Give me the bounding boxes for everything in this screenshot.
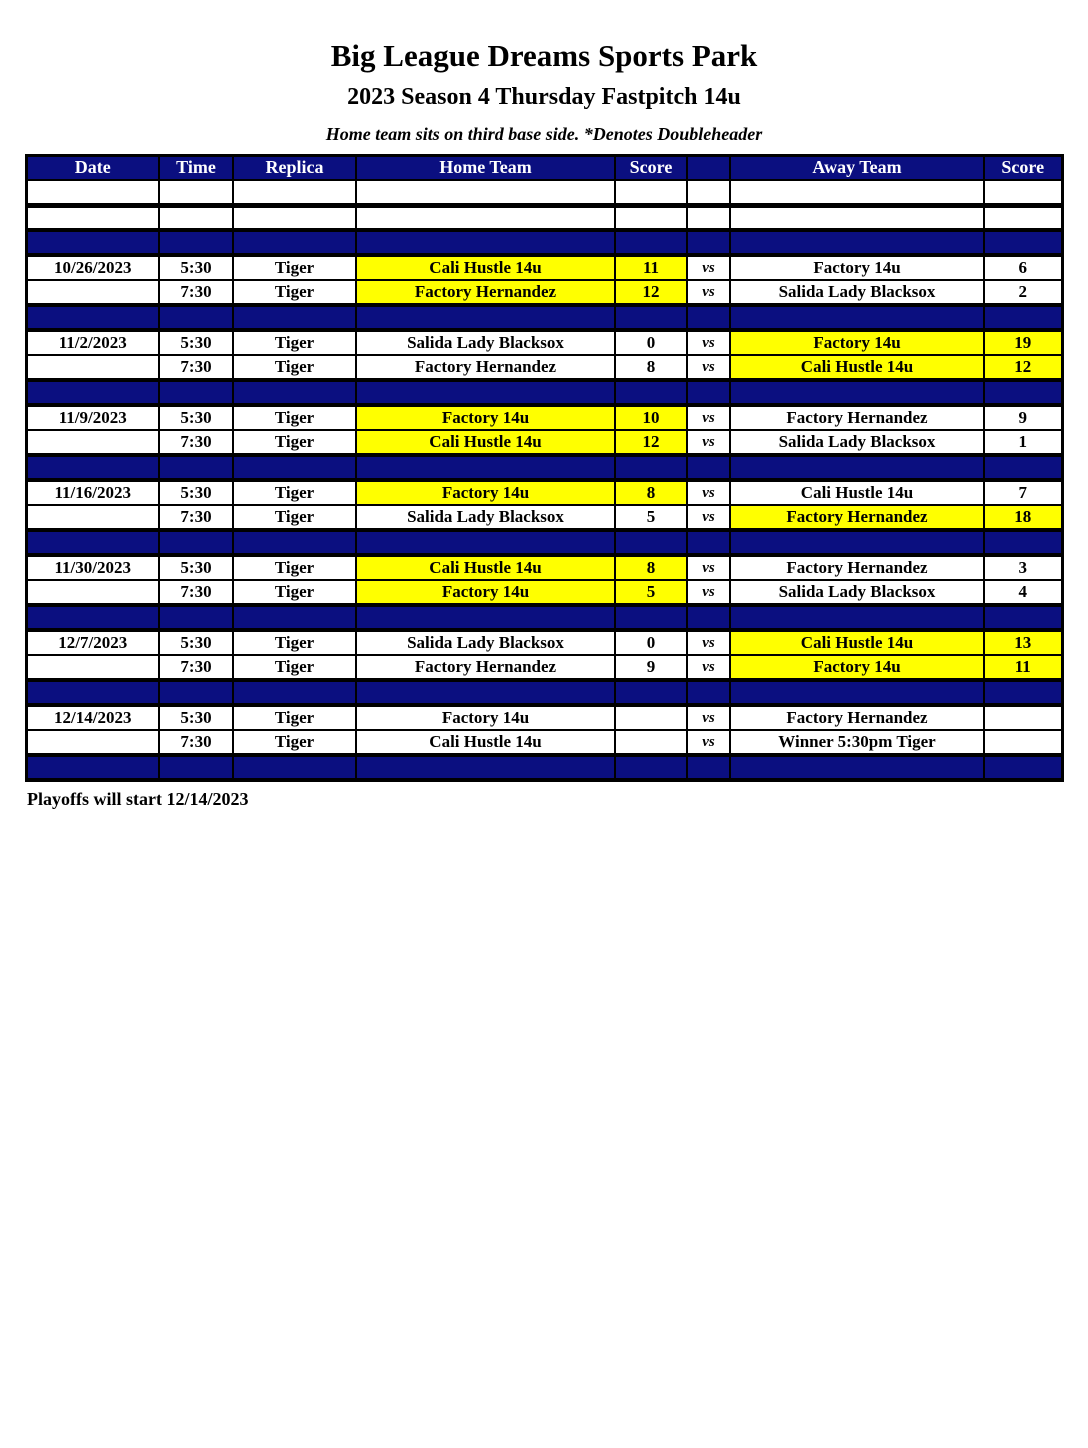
separator-cell bbox=[615, 230, 687, 255]
empty-cell bbox=[356, 205, 615, 230]
separator-cell bbox=[984, 605, 1062, 630]
home-score-cell bbox=[615, 730, 687, 755]
schedule-table bbox=[25, 154, 1064, 783]
separator-cell bbox=[687, 305, 730, 330]
separator-cell bbox=[233, 530, 356, 555]
home-team-cell: Factory 14u bbox=[356, 580, 615, 605]
empty-cell bbox=[159, 205, 233, 230]
separator-cell bbox=[26, 380, 159, 405]
separator-cell bbox=[730, 680, 984, 705]
replica-cell: Tiger bbox=[233, 505, 356, 530]
away-team-cell: Cali Hustle 14u bbox=[730, 355, 984, 380]
separator-cell bbox=[615, 455, 687, 480]
empty-row bbox=[26, 205, 1062, 230]
time-cell: 7:30 bbox=[159, 430, 233, 455]
separator-cell bbox=[687, 755, 730, 780]
separator-cell bbox=[26, 230, 159, 255]
away-team-cell: Winner 5:30pm Tiger bbox=[730, 730, 984, 755]
separator-cell bbox=[984, 755, 1062, 780]
empty-cell bbox=[730, 180, 984, 205]
separator-cell bbox=[984, 230, 1062, 255]
time-cell: 7:30 bbox=[159, 505, 233, 530]
away-team-cell: Cali Hustle 14u bbox=[730, 630, 984, 655]
home-score-cell: 11 bbox=[615, 255, 687, 280]
time-cell: 5:30 bbox=[159, 705, 233, 730]
separator-cell bbox=[730, 380, 984, 405]
time-cell: 7:30 bbox=[159, 355, 233, 380]
separator-cell bbox=[730, 605, 984, 630]
date-cell bbox=[26, 505, 159, 530]
away-score-cell: 6 bbox=[984, 255, 1062, 280]
away-team-cell: Salida Lady Blacksox bbox=[730, 280, 984, 305]
game-row bbox=[26, 255, 1062, 280]
home-score-cell: 0 bbox=[615, 630, 687, 655]
vs-cell: vs bbox=[687, 405, 730, 430]
separator-cell bbox=[159, 230, 233, 255]
home-team-cell: Factory Hernandez bbox=[356, 280, 615, 305]
home-score-cell: 5 bbox=[615, 580, 687, 605]
header-away-score: Score bbox=[984, 155, 1062, 180]
empty-cell bbox=[687, 205, 730, 230]
home-team-cell: Factory Hernandez bbox=[356, 655, 615, 680]
separator-cell bbox=[615, 755, 687, 780]
table-header-row bbox=[26, 155, 1062, 180]
separator-cell bbox=[356, 530, 615, 555]
game-row bbox=[26, 730, 1062, 755]
away-team-cell: Factory Hernandez bbox=[730, 705, 984, 730]
separator-cell bbox=[615, 305, 687, 330]
away-team-cell: Factory 14u bbox=[730, 655, 984, 680]
away-score-cell: 19 bbox=[984, 330, 1062, 355]
separator-row bbox=[26, 755, 1062, 780]
away-team-cell: Factory Hernandez bbox=[730, 405, 984, 430]
date-cell bbox=[26, 580, 159, 605]
empty-row bbox=[26, 180, 1062, 205]
separator-cell bbox=[984, 305, 1062, 330]
time-cell: 5:30 bbox=[159, 555, 233, 580]
separator-row bbox=[26, 455, 1062, 480]
replica-cell: Tiger bbox=[233, 330, 356, 355]
vs-cell: vs bbox=[687, 430, 730, 455]
home-team-cell: Salida Lady Blacksox bbox=[356, 330, 615, 355]
replica-cell: Tiger bbox=[233, 280, 356, 305]
separator-cell bbox=[687, 230, 730, 255]
separator-row bbox=[26, 305, 1062, 330]
separator-cell bbox=[687, 455, 730, 480]
separator-cell bbox=[356, 230, 615, 255]
separator-cell bbox=[26, 680, 159, 705]
replica-cell: Tiger bbox=[233, 555, 356, 580]
home-score-cell: 5 bbox=[615, 505, 687, 530]
separator-cell bbox=[356, 305, 615, 330]
home-score-cell: 8 bbox=[615, 355, 687, 380]
date-cell bbox=[26, 430, 159, 455]
separator-cell bbox=[730, 755, 984, 780]
away-score-cell: 4 bbox=[984, 580, 1062, 605]
separator-cell bbox=[356, 755, 615, 780]
date-cell: 10/26/2023 bbox=[26, 255, 159, 280]
empty-cell bbox=[233, 205, 356, 230]
game-row bbox=[26, 430, 1062, 455]
home-team-note: Home team sits on third base side. *Denotes Doubleheader bbox=[325, 123, 763, 144]
home-score-cell bbox=[615, 705, 687, 730]
time-cell: 5:30 bbox=[159, 630, 233, 655]
separator-cell bbox=[159, 530, 233, 555]
game-row bbox=[26, 630, 1062, 655]
replica-cell: Tiger bbox=[233, 255, 356, 280]
separator-cell bbox=[687, 530, 730, 555]
away-score-cell: 12 bbox=[984, 355, 1062, 380]
game-row bbox=[26, 355, 1062, 380]
separator-cell bbox=[233, 230, 356, 255]
home-score-cell: 12 bbox=[615, 430, 687, 455]
date-cell bbox=[26, 280, 159, 305]
separator-cell bbox=[356, 380, 615, 405]
game-row bbox=[26, 330, 1062, 355]
header-home-score: Score bbox=[615, 155, 687, 180]
replica-cell: Tiger bbox=[233, 705, 356, 730]
vs-cell: vs bbox=[687, 705, 730, 730]
separator-cell bbox=[730, 530, 984, 555]
header-time: Time bbox=[159, 155, 233, 180]
time-cell: 7:30 bbox=[159, 730, 233, 755]
replica-cell: Tiger bbox=[233, 630, 356, 655]
game-row bbox=[26, 705, 1062, 730]
time-cell: 5:30 bbox=[159, 330, 233, 355]
separator-cell bbox=[26, 530, 159, 555]
schedule-table-body bbox=[26, 180, 1062, 780]
separator-cell bbox=[26, 755, 159, 780]
replica-cell: Tiger bbox=[233, 355, 356, 380]
separator-row bbox=[26, 530, 1062, 555]
date-cell: 11/30/2023 bbox=[26, 555, 159, 580]
empty-cell bbox=[984, 180, 1062, 205]
away-team-cell: Factory Hernandez bbox=[730, 555, 984, 580]
separator-cell bbox=[159, 380, 233, 405]
separator-row bbox=[26, 605, 1062, 630]
away-score-cell: 18 bbox=[984, 505, 1062, 530]
game-row bbox=[26, 505, 1062, 530]
away-score-cell: 2 bbox=[984, 280, 1062, 305]
home-team-cell: Factory 14u bbox=[356, 480, 615, 505]
page-title: Big League Dreams Sports Park bbox=[330, 38, 758, 73]
separator-row bbox=[26, 680, 1062, 705]
separator-cell bbox=[159, 755, 233, 780]
home-score-cell: 10 bbox=[615, 405, 687, 430]
header-date: Date bbox=[26, 155, 159, 180]
away-team-cell: Salida Lady Blacksox bbox=[730, 580, 984, 605]
home-team-cell: Cali Hustle 14u bbox=[356, 555, 615, 580]
separator-cell bbox=[26, 455, 159, 480]
home-score-cell: 8 bbox=[615, 480, 687, 505]
separator-cell bbox=[159, 605, 233, 630]
game-row bbox=[26, 655, 1062, 680]
away-score-cell bbox=[984, 730, 1062, 755]
separator-cell bbox=[233, 305, 356, 330]
date-cell bbox=[26, 655, 159, 680]
away-score-cell: 1 bbox=[984, 430, 1062, 455]
date-cell bbox=[26, 355, 159, 380]
replica-cell: Tiger bbox=[233, 580, 356, 605]
home-team-cell: Factory 14u bbox=[356, 405, 615, 430]
away-team-cell: Cali Hustle 14u bbox=[730, 480, 984, 505]
vs-cell: vs bbox=[687, 330, 730, 355]
time-cell: 7:30 bbox=[159, 655, 233, 680]
time-cell: 5:30 bbox=[159, 480, 233, 505]
separator-cell bbox=[730, 455, 984, 480]
separator-cell bbox=[159, 455, 233, 480]
separator-cell bbox=[356, 455, 615, 480]
home-team-cell: Factory Hernandez bbox=[356, 355, 615, 380]
header-vs bbox=[687, 155, 730, 180]
game-row bbox=[26, 555, 1062, 580]
empty-cell bbox=[984, 205, 1062, 230]
header-away-team: Away Team bbox=[730, 155, 984, 180]
separator-cell bbox=[233, 755, 356, 780]
separator-cell bbox=[687, 380, 730, 405]
vs-cell: vs bbox=[687, 730, 730, 755]
replica-cell: Tiger bbox=[233, 405, 356, 430]
date-cell: 11/9/2023 bbox=[26, 405, 159, 430]
empty-cell bbox=[730, 205, 984, 230]
separator-cell bbox=[615, 380, 687, 405]
separator-cell bbox=[159, 680, 233, 705]
date-cell: 11/2/2023 bbox=[26, 330, 159, 355]
home-score-cell: 0 bbox=[615, 330, 687, 355]
separator-cell bbox=[233, 680, 356, 705]
empty-cell bbox=[159, 180, 233, 205]
separator-cell bbox=[730, 305, 984, 330]
away-score-cell: 13 bbox=[984, 630, 1062, 655]
time-cell: 7:30 bbox=[159, 280, 233, 305]
replica-cell: Tiger bbox=[233, 730, 356, 755]
empty-cell bbox=[687, 180, 730, 205]
vs-cell: vs bbox=[687, 480, 730, 505]
empty-cell bbox=[356, 180, 615, 205]
home-team-cell: Factory 14u bbox=[356, 705, 615, 730]
separator-cell bbox=[356, 605, 615, 630]
separator-cell bbox=[615, 680, 687, 705]
playoffs-note: Playoffs will start 12/14/2023 bbox=[27, 789, 249, 810]
separator-cell bbox=[687, 680, 730, 705]
separator-cell bbox=[984, 680, 1062, 705]
replica-cell: Tiger bbox=[233, 655, 356, 680]
time-cell: 5:30 bbox=[159, 255, 233, 280]
vs-cell: vs bbox=[687, 355, 730, 380]
home-team-cell: Cali Hustle 14u bbox=[356, 430, 615, 455]
separator-cell bbox=[687, 605, 730, 630]
separator-cell bbox=[730, 230, 984, 255]
separator-cell bbox=[159, 305, 233, 330]
separator-cell bbox=[984, 380, 1062, 405]
empty-cell bbox=[615, 205, 687, 230]
date-cell: 11/16/2023 bbox=[26, 480, 159, 505]
separator-cell bbox=[233, 380, 356, 405]
separator-cell bbox=[984, 455, 1062, 480]
replica-cell: Tiger bbox=[233, 430, 356, 455]
separator-row bbox=[26, 230, 1062, 255]
replica-cell: Tiger bbox=[233, 480, 356, 505]
game-row bbox=[26, 580, 1062, 605]
separator-cell bbox=[984, 530, 1062, 555]
game-row bbox=[26, 480, 1062, 505]
separator-cell bbox=[356, 680, 615, 705]
empty-cell bbox=[233, 180, 356, 205]
vs-cell: vs bbox=[687, 505, 730, 530]
home-team-cell: Salida Lady Blacksox bbox=[356, 505, 615, 530]
home-score-cell: 8 bbox=[615, 555, 687, 580]
date-cell: 12/14/2023 bbox=[26, 705, 159, 730]
separator-cell bbox=[615, 530, 687, 555]
separator-row bbox=[26, 380, 1062, 405]
time-cell: 5:30 bbox=[159, 405, 233, 430]
away-score-cell: 9 bbox=[984, 405, 1062, 430]
header-home-team: Home Team bbox=[356, 155, 615, 180]
vs-cell: vs bbox=[687, 580, 730, 605]
separator-cell bbox=[233, 605, 356, 630]
separator-cell bbox=[26, 305, 159, 330]
empty-cell bbox=[26, 205, 159, 230]
separator-cell bbox=[233, 455, 356, 480]
away-score-cell: 7 bbox=[984, 480, 1062, 505]
time-cell: 7:30 bbox=[159, 580, 233, 605]
vs-cell: vs bbox=[687, 655, 730, 680]
away-team-cell: Salida Lady Blacksox bbox=[730, 430, 984, 455]
away-team-cell: Factory 14u bbox=[730, 330, 984, 355]
date-cell bbox=[26, 730, 159, 755]
away-score-cell: 3 bbox=[984, 555, 1062, 580]
vs-cell: vs bbox=[687, 280, 730, 305]
empty-cell bbox=[26, 180, 159, 205]
home-team-cell: Salida Lady Blacksox bbox=[356, 630, 615, 655]
away-score-cell: 11 bbox=[984, 655, 1062, 680]
empty-cell bbox=[615, 180, 687, 205]
separator-cell bbox=[615, 605, 687, 630]
home-score-cell: 9 bbox=[615, 655, 687, 680]
game-row bbox=[26, 280, 1062, 305]
separator-cell bbox=[26, 605, 159, 630]
game-row bbox=[26, 405, 1062, 430]
away-team-cell: Factory 14u bbox=[730, 255, 984, 280]
vs-cell: vs bbox=[687, 555, 730, 580]
away-score-cell bbox=[984, 705, 1062, 730]
header-replica: Replica bbox=[233, 155, 356, 180]
home-team-cell: Cali Hustle 14u bbox=[356, 730, 615, 755]
vs-cell: vs bbox=[687, 630, 730, 655]
vs-cell: vs bbox=[687, 255, 730, 280]
away-team-cell: Factory Hernandez bbox=[730, 505, 984, 530]
home-team-cell: Cali Hustle 14u bbox=[356, 255, 615, 280]
date-cell: 12/7/2023 bbox=[26, 630, 159, 655]
page-subtitle: 2023 Season 4 Thursday Fastpitch 14u bbox=[347, 83, 741, 110]
home-score-cell: 12 bbox=[615, 280, 687, 305]
